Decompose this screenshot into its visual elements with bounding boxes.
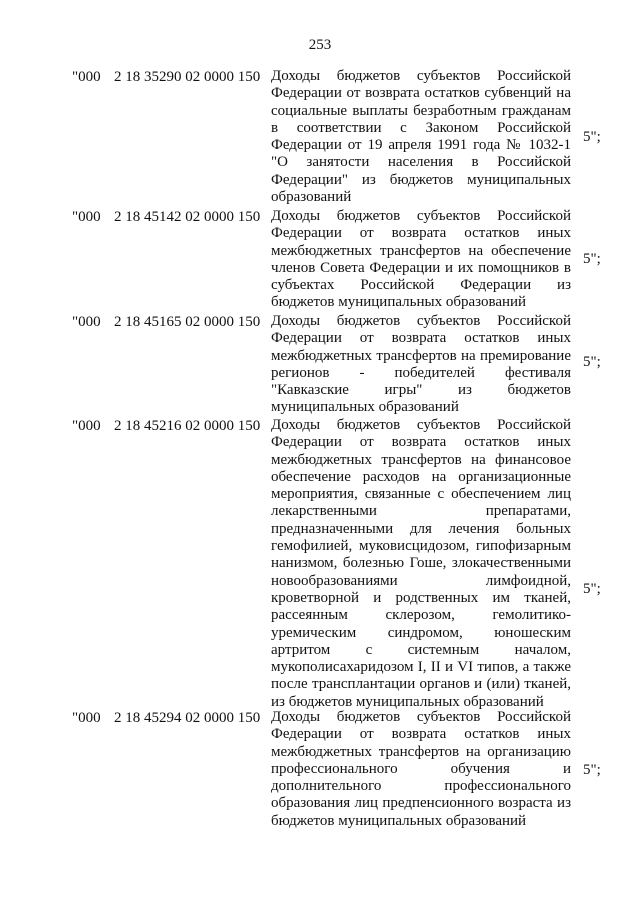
entry-description: Доходы бюджетов субъектов Российской Федерации от возврата остатков иных межбюджетных трансфертов на обеспечение членов Совета Федерации и их помощников в субъектах Российской Федерации из бюджетов муниципальных образований [271,208,571,311]
budget-classification-code: 2 18 45216 02 0000 150 [114,418,261,434]
entry-suffix: 5"; [583,762,601,778]
entry-description: Доходы бюджетов субъектов Российской Федерации от возврата остатков иных межбюджетных трансфертов на финансовое обеспечение расходов на организационные мероприятия, связанные с обеспечением лиц лекарственными препаратами, предназначенными для лечения больных гемофилией, муковисцидозом, гипофизарным нанизмом, болезнью Гоше, злокачественными новообразованиями лимфоидной, кроветворной и родственных им тканей, рассеянным склерозом, гемолитико-уремическим синдромом, юношеским артритом с системным началом, мукополисахаридозом I, II и VI типов, а также после трансплантации органов и (или) тканей, из бюджетов муниципальных образований [271,417,571,710]
budget-classification-code: 2 18 35290 02 0000 150 [114,69,261,85]
entry-prefix: "000 [72,209,101,225]
entry-prefix: "000 [72,710,101,726]
list-item [0,709,640,833]
list-item [0,313,640,417]
entry-prefix: "000 [72,418,101,434]
entry-description: Доходы бюджетов субъектов Российской Федерации от возврата остатков иных межбюджетных трансфертов на премирование регионов - победителей фестиваля "Кавказские игры" из бюджетов муниципальных образований [271,313,571,416]
list-item [0,68,640,208]
list-item [0,208,640,312]
entry-prefix: "000 [72,69,101,85]
entry-description: Доходы бюджетов субъектов Российской Федерации от возврата остатков иных межбюджетных трансфертов на организацию профессионального обучения и дополнительного профессионального образования лиц предпенсионного возраста из бюджетов муниципальных образований [271,709,571,829]
entry-prefix: "000 [72,314,101,330]
entry-description: Доходы бюджетов субъектов Российской Федерации от возврата остатков субвенций на социальные выплаты безработным гражданам в соответствии с Законом Российской Федерации от 19 апреля 1991 года № 1032-1 "О занятости населения в Российской Федерации" из бюджетов муниципальных образований [271,68,571,206]
entry-suffix: 5"; [583,581,601,597]
list-item [0,417,640,710]
entry-suffix: 5"; [583,129,601,145]
budget-classification-code: 2 18 45165 02 0000 150 [114,314,261,330]
entry-suffix: 5"; [583,354,601,370]
page-number: 253 [308,37,332,53]
entry-suffix: 5"; [583,251,601,267]
budget-classification-code: 2 18 45142 02 0000 150 [114,209,261,225]
budget-classification-code: 2 18 45294 02 0000 150 [114,710,261,726]
